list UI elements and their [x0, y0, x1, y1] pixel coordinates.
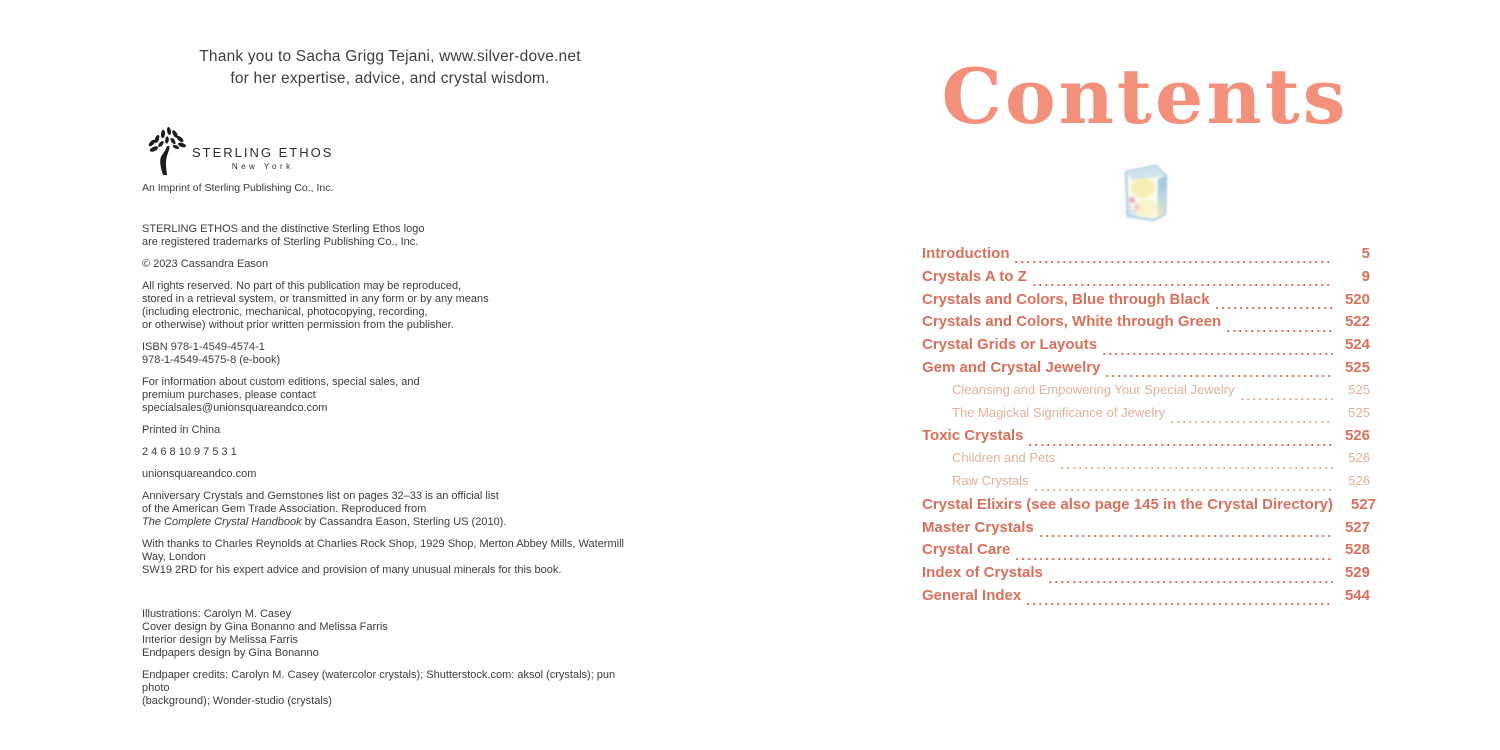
toc-entry-label: Crystal Elixirs (see also page 145 in the Crystal Directory)	[922, 495, 1334, 513]
crystal-illustration	[900, 158, 1390, 229]
toc-entry	[922, 359, 1370, 382]
table-of-contents	[922, 245, 1377, 610]
dedication-line-1: Thank you to Sacha Grigg Tejani, www.silver-dove.net	[199, 48, 581, 65]
copyright-text-block	[142, 223, 642, 717]
toc-entry-label: Children and Pets	[952, 450, 1056, 466]
toc-entry	[922, 268, 1370, 291]
copyright-paragraph: 2 4 6 8 10 9 7 5 3 1	[142, 446, 237, 458]
copyright-paragraph: For information about custom editions, special sales, and premium purchases, please contact specialsales@unionsquareandco.com	[142, 376, 420, 414]
dedication-text	[130, 46, 650, 90]
toc-entry-label: Gem and Crystal Jewelry	[922, 358, 1101, 376]
toc-entry	[922, 382, 1370, 405]
dot-leader	[1216, 307, 1333, 309]
toc-entry-page: 526	[1348, 472, 1370, 488]
toc-entry	[922, 519, 1370, 542]
toc-entry-page: 529	[1344, 564, 1370, 582]
copyright-paragraph: Printed in China	[142, 424, 221, 436]
toc-entry-page: 5	[1361, 245, 1370, 262]
toc-entry	[922, 495, 1377, 519]
toc-entry	[922, 245, 1370, 268]
toc-entry	[922, 405, 1370, 428]
dot-leader	[1103, 353, 1333, 355]
toc-entry-page: 524	[1344, 336, 1370, 354]
page-title: Contents	[941, 52, 1349, 141]
toc-entry-label: Introduction	[922, 245, 1010, 262]
publisher-logo	[146, 127, 466, 177]
copyright-paragraph: unionsquareandco.com	[142, 468, 257, 480]
toc-entry-page: 522	[1344, 313, 1370, 331]
copyright-paragraph: Illustrations: Carolyn M. Casey Cover design by Gina Bonanno and Melissa Farris Interior design by Melissa Farris Endpapers design by Gina Bonanno	[142, 608, 388, 659]
toc-entry-label: Crystals and Colors, Blue through Black	[922, 290, 1210, 308]
copyright-paragraph: All rights reserved. No part of this publication may be reproduced, stored in a retrieval system, or transmitted in any form or by any means (including electronic, mechanical, photocopying, recording, or otherwise) without prior written permission from the publisher.	[142, 280, 489, 331]
dot-leader	[1241, 398, 1333, 400]
copyright-paragraph: STERLING ETHOS and the distinctive Sterling Ethos logo are registered trademarks of Sterling Publishing Co., Inc.	[142, 223, 425, 248]
toc-entry-page: 9	[1361, 267, 1370, 285]
toc-entry-page: 526	[1348, 450, 1370, 466]
dot-leader	[1029, 444, 1333, 446]
toc-entry-label: Crystals A to Z	[922, 267, 1027, 285]
dot-leader	[1227, 330, 1333, 332]
copyright-paragraph: Endpaper credits: Carolyn M. Casey (watercolor crystals); Shutterstock.com: aksol (crystals); pun photo (background); Wonder-studio (crystals)	[142, 669, 616, 707]
toc-entry-page: 525	[1344, 358, 1370, 376]
copyright-paragraph: © 2023 Cassandra Eason	[142, 258, 269, 270]
publisher-city: New York	[231, 162, 294, 171]
toc-entry	[922, 291, 1370, 314]
toc-entry-label: General Index	[922, 586, 1022, 604]
toc-entry-label: Crystal Grids or Layouts	[922, 336, 1098, 354]
dot-leader	[1015, 261, 1333, 263]
toc-entry	[922, 587, 1370, 610]
toc-entry-label: Master Crystals	[922, 518, 1034, 536]
toc-entry-page: 525	[1348, 404, 1370, 420]
toc-entry-page: 544	[1344, 586, 1370, 604]
copyright-paragraph: ISBN 978-1-4549-4574-1 978-1-4549-4575-8 (e-book)	[142, 341, 281, 366]
dot-leader	[1049, 581, 1333, 583]
publisher-name: STERLING ETHOS	[192, 145, 334, 160]
toc-entry	[922, 473, 1370, 496]
dot-leader	[1016, 558, 1333, 560]
dot-leader	[1040, 535, 1333, 537]
toc-entry-label: Cleansing and Empowering Your Special Jewelry	[952, 381, 1235, 397]
copyright-paragraph: Anniversary Crystals and Gemstones list on pages 32–33 is an official list of the American Gem Trade Association. Reproduced from The Complete Crystal Handbook by Cassandra Eason, Sterling US (2010).	[142, 490, 507, 528]
tree-logo-icon	[146, 127, 188, 177]
toc-entry-page: 528	[1344, 541, 1370, 559]
toc-entry-label: The Magickal Significance of Jewelry	[952, 404, 1166, 420]
toc-entry-page: 525	[1348, 381, 1370, 397]
copyright-paragraph: With thanks to Charles Reynolds at Charlies Rock Shop, 1929 Shop, Merton Abbey Mills, Watermill Way, London SW19 2RD for his expert advice and provision of many unusual minerals for this book.	[142, 538, 624, 576]
dot-leader	[1033, 284, 1333, 286]
contents-page	[900, 0, 1390, 750]
toc-entry-label: Index of Crystals	[922, 564, 1043, 582]
toc-entry-label: Crystals and Colors, White through Green	[922, 313, 1222, 331]
toc-entry	[922, 427, 1370, 450]
toc-entry	[922, 564, 1370, 587]
toc-entry-page: 526	[1344, 427, 1370, 445]
toc-entry-page: 527	[1350, 495, 1377, 513]
toc-entry-page: 520	[1344, 290, 1370, 308]
toc-entry	[922, 541, 1370, 564]
toc-entry	[922, 336, 1370, 359]
dot-leader	[1061, 467, 1333, 469]
toc-entry-label: Crystal Care	[922, 541, 1011, 559]
dot-leader	[1035, 489, 1333, 491]
toc-entry-page: 527	[1344, 518, 1370, 536]
toc-entry-label: Raw Crystals	[952, 472, 1029, 488]
imprint-line: An Imprint of Sterling Publishing Co., Inc.	[142, 182, 334, 194]
dedication-line-2: for her expertise, advice, and crystal wisdom.	[230, 70, 550, 87]
dot-leader	[1171, 421, 1333, 423]
toc-entry-label: Toxic Crystals	[922, 427, 1024, 445]
dot-leader	[1027, 603, 1333, 605]
toc-entry	[922, 450, 1370, 473]
toc-entry	[922, 313, 1370, 336]
dot-leader	[1106, 375, 1333, 377]
